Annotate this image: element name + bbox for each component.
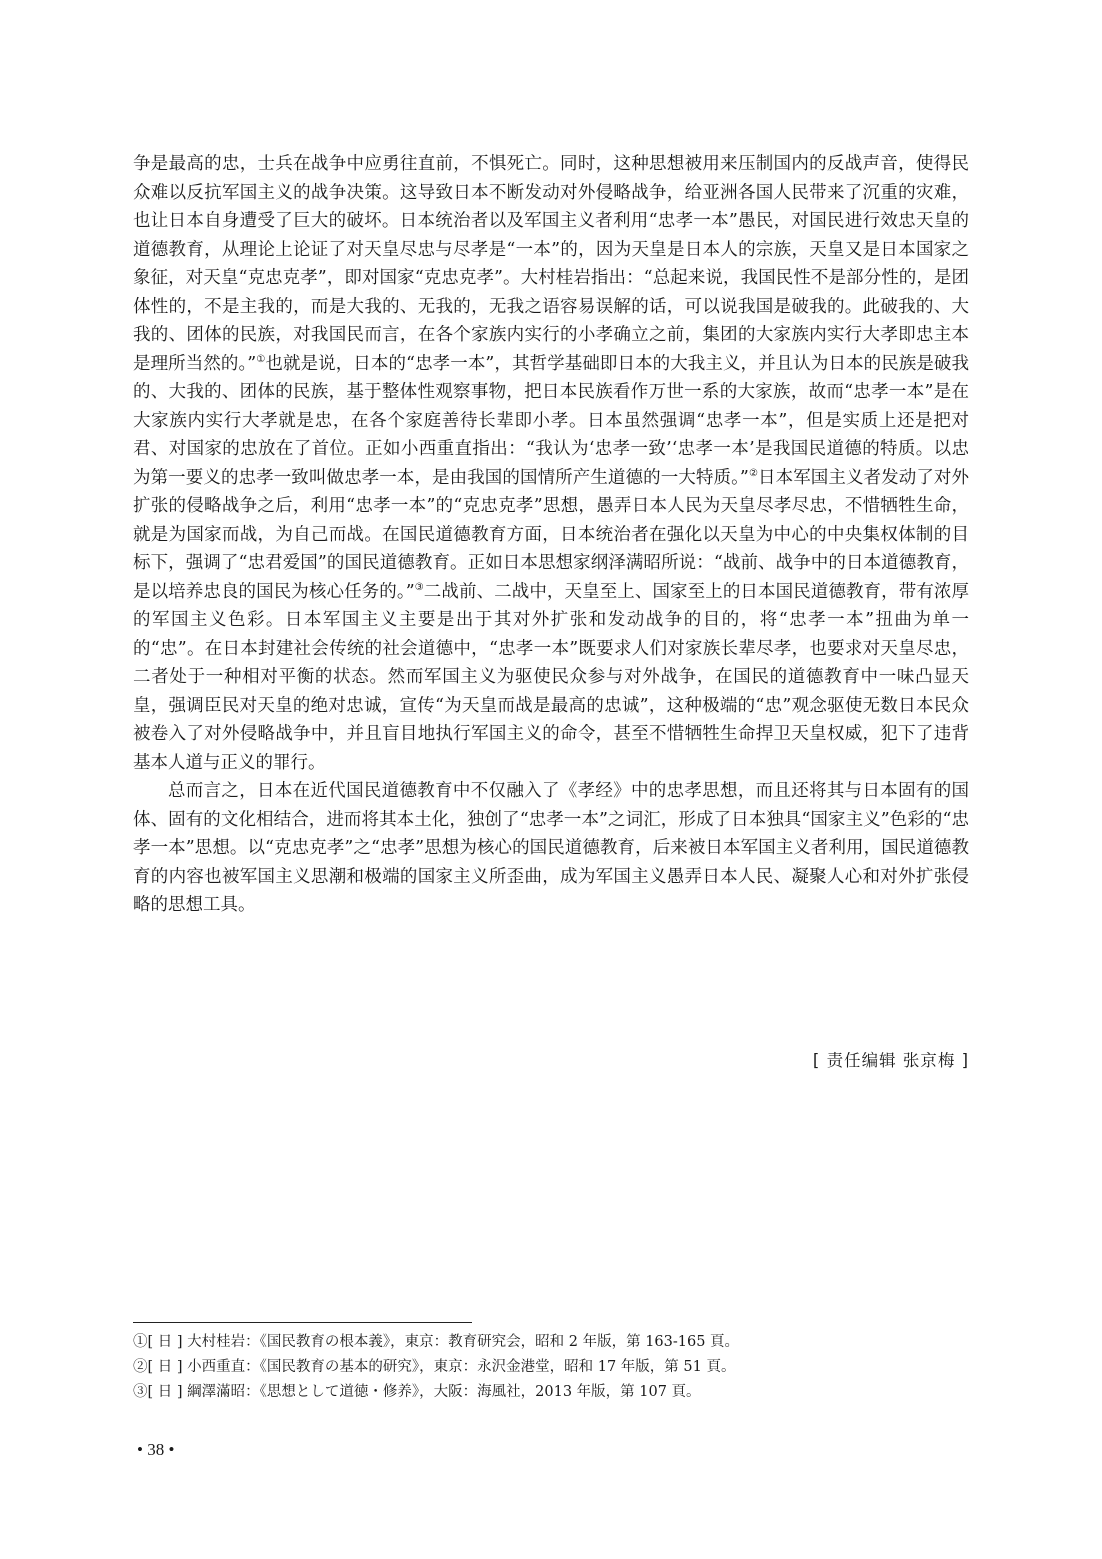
paragraph-1-segment-2: 也就是说，日本的“忠孝一本”，其哲学基础即日本的大我主义，并且认为日本的民族是破我的、大我的、团体的民族，基于整体性观察事物，把日本民族看作万世一系的大家族，故而“忠孝一本”是在大家族内实行大孝就是忠，在各个家庭善待长辈即小孝。日本虽然强调“忠孝一本”，但是实质上还是把对君、对国家的忠放在了首位。正如小西重直指出：“我认为‘忠孝一致’‘忠孝一本’是我国民道德的特质。以忠为第一要义的忠孝一致叫做忠孝一本，是由我国的国情所产生道德的一大特质。” <box>133 353 970 488</box>
footnote-ref-3[interactable]: ③ <box>414 581 424 593</box>
paragraph-1-segment-1: 争是最高的忠，士兵在战争中应勇往直前，不惧死亡。同时，这种思想被用来压制国内的反战声音，使得民众难以反抗军国主义的战争决策。这导致日本不断发动对外侵略战争，给亚洲各国人民带来了沉重的灾难，也让日本自身遭受了巨大的破坏。日本统治者以及军国主义者利用“忠孝一本”愚民，对国民进行效忠天皇的道德教育，从理论上论证了对天皇尽忠与尽孝是“一本”的，因为天皇是日本人的宗族，天皇又是日本国家之象征，对天皇“克忠克孝”，即对国家“克忠克孝”。大村桂岩指出：“总起来说，我国民性不是部分性的，是团体性的，不是主我的，而是大我的、无我的，无我之语容易误解的话，可以说我国是破我的。此破我的、大我的、团体的民族，对我国民而言，在各个家族内实行的小孝确立之前，集团的大家族内实行大孝即忠主本是理所当然的。” <box>133 154 969 374</box>
responsible-editor: [ 责任编辑 张京梅 ] <box>812 1051 969 1070</box>
footnote-divider <box>133 1322 472 1323</box>
page-number: • 38 • <box>137 1440 175 1459</box>
footnote-ref-1[interactable]: ① <box>256 353 266 365</box>
footnote-1: ①[ 日 ] 大村桂岩：《国民教育の根本義》，東京：教育研究会，昭和 2 年版，第 163-165 頁。 <box>133 1334 740 1350</box>
body-text <box>133 150 969 920</box>
footnote-2: ②[ 日 ] 小西重直：《国民教育の基本的研究》，東京：永沢金港堂，昭和 17 年版，第 51 頁。 <box>133 1359 736 1375</box>
footnotes <box>133 1330 969 1405</box>
paragraph-1-segment-4: 二战前、二战中，天皇至上、国家至上的日本国民道德教育，带有浓厚的军国主义色彩。日本军国主义主要是出于其对外扩张和发动战争的目的，将“忠孝一本”扭曲为单一的“忠”。在日本封建社会传统的社会道德中，“忠孝一本”既要求人们对家族长辈尽孝，也要求对天皇尽忠，二者处于一种相对平衡的状态。然而军国主义为驱使民众参与对外战争，在国民的道德教育中一味凸显天皇，强调臣民对天皇的绝对忠诚，宣传“为天皇而战是最高的忠诚”，这种极端的“忠”观念驱使无数日本民众被卷入了对外侵略战争中，并且盲目地执行军国主义的命令，甚至不惜牺牲生命捍卫天皇权威，犯下了违背基本人道与正义的罪行。 <box>133 581 969 773</box>
paragraph-2: 总而言之，日本在近代国民道德教育中不仅融入了《孝经》中的忠孝思想，而且还将其与日本固有的国体、固有的文化相结合，进而将其本土化，独创了“忠孝一本”之词汇，形成了日本独具“国家主义”色彩的“忠孝一本”思想。以“克忠克孝”之“忠孝”思想为核心的国民道德教育，后来被日本军国主义者利用，国民道德教育的内容也被军国主义思潮和极端的国家主义所歪曲，成为军国主义愚弄日本人民、凝聚人心和对外扩张侵略的思想工具。 <box>133 781 969 915</box>
paragraph-1-segment-3: 日本军国主义者发动了对外扩张的侵略战争之后，利用“忠孝一本”的“克忠克孝”思想，愚弄日本人民为天皇尽孝尽忠，不惜牺牲生命，就是为国家而战，为自己而战。在国民道德教育方面，日本统治者在强化以天皇为中心的中央集权体制的目标下，强调了“忠君爱国”的国民道德教育。正如日本思想家纲泽满昭所说：“战前、战争中的日本道德教育，是以培养忠良的国民为核心任务的。” <box>133 467 970 602</box>
footnote-3: ③[ 日 ] 綱澤滿昭：《思想として道徳・修养》，大阪：海風社，2013 年版，第 107 頁。 <box>133 1384 701 1400</box>
footnote-ref-2[interactable]: ② <box>748 467 759 479</box>
paragraph-1 <box>133 150 969 777</box>
